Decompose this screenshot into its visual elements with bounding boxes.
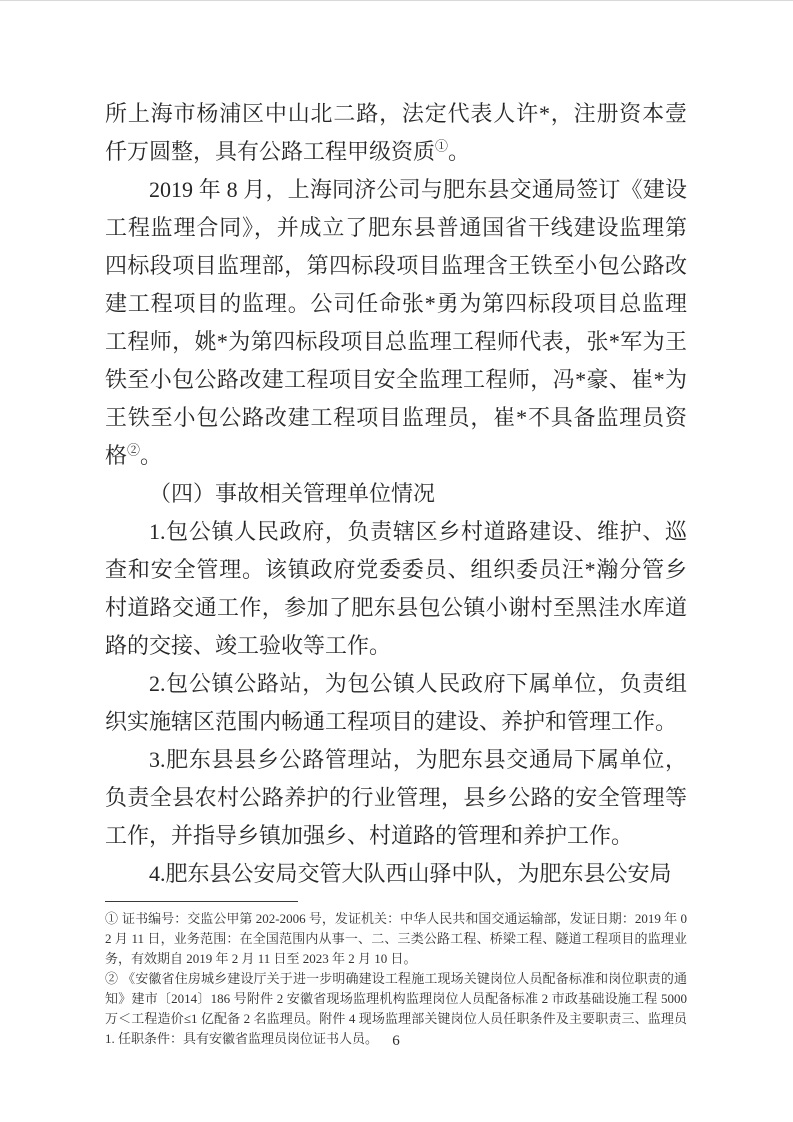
footnote-separator-line: [105, 901, 298, 902]
body-paragraph: [105, 665, 687, 741]
body-paragraph: [105, 855, 687, 893]
paragraph-text: 所上海市杨浦区中山北二路，法定代表人许*，注册资本壹仟万圆整，具有公路工程甲级资质: [105, 101, 687, 164]
heading-text: （四）事故相关管理单位情况: [149, 481, 436, 506]
footnote-text: 证书编号：交监公甲第 202-2006 号，发证机关：中华人民共和国交通运输部，发证日期：2019 年 02 月 11 日，业务范围：在全国范围内从事一、二、三类公路工程、桥梁工程、隧道工程项目的监理业务，有效期自 2019 年 2 月 11 日至 2023 年 2 月 10 日。: [105, 911, 687, 966]
page-number: 6: [392, 1033, 400, 1049]
document-body: [105, 95, 687, 893]
paragraph-suffix: 。: [140, 443, 163, 468]
paragraph-text: 4.肥东县公安局交管大队西山驿中队，为肥东县公安局: [149, 861, 672, 886]
footnote-ref-1: ①: [435, 138, 449, 154]
paragraph-text: 2019 年 8 月，上海同济公司与肥东县交通局签订《建设工程监理合同》，并成立了肥东县普通国省干线建设监理第四标段项目监理部，第四标段项目监理含王铁至小包公路改建工程项目的监理。公司任命张*勇为第四标段项目总监理工程师，姚*为第四标段项目总监理工程师代表，张*军为王铁至小包公路改建工程项目安全监理工程师，冯*豪、崔*为王铁至小包公路改建工程项目监理员，崔*不具备监理员资格: [105, 177, 687, 468]
body-paragraph: [105, 741, 687, 855]
footnote-marker: ②: [105, 971, 119, 986]
footnote-ref-2: ②: [127, 442, 141, 458]
body-paragraph-continuation: [105, 95, 687, 171]
body-paragraph: [105, 513, 687, 665]
footnote-1: [105, 909, 687, 969]
section-heading: [105, 475, 687, 513]
paragraph-text: 2.包公镇公路站，为包公镇人民政府下属单位，负责组织实施辖区范围内畅通工程项目的建设、养护和管理工作。: [105, 671, 687, 734]
footnote-area: [105, 901, 687, 1049]
body-paragraph: [105, 171, 687, 475]
footnote-marker: ①: [105, 911, 119, 926]
paragraph-text: 3.肥东县县乡公路管理站，为肥东县交通局下属单位，负责全县农村公路养护的行业管理，县乡公路的安全管理等工作，并指导乡镇加强乡、村道路的管理和养护工作。: [105, 747, 687, 848]
paragraph-text: 1.包公镇人民政府，负责辖区乡村道路建设、维护、巡查和安全管理。该镇政府党委委员、组织委员汪*瀚分管乡村道路交通工作，参加了肥东县包公镇小谢村至黑洼水库道路的交接、竣工验收等工作。: [105, 519, 687, 658]
footnote-text: 《安徽省住房城乡建设厅关于进一步明确建设工程施工现场关键岗位人员配备标准和岗位职责的通知》建市〔2014〕186 号附件 2 安徽省现场监理机构监理岗位人员配备标准 2 市政基础设施工程 5000 万＜工程造价≤1 亿配备 2 名监理员。附件 4 现场监理部关键岗位人员任职条件及主要职责三、监理员 1. 任职条件：具有安徽省监理员岗位证书人员。: [105, 971, 687, 1046]
paragraph-suffix: 。: [448, 139, 471, 164]
